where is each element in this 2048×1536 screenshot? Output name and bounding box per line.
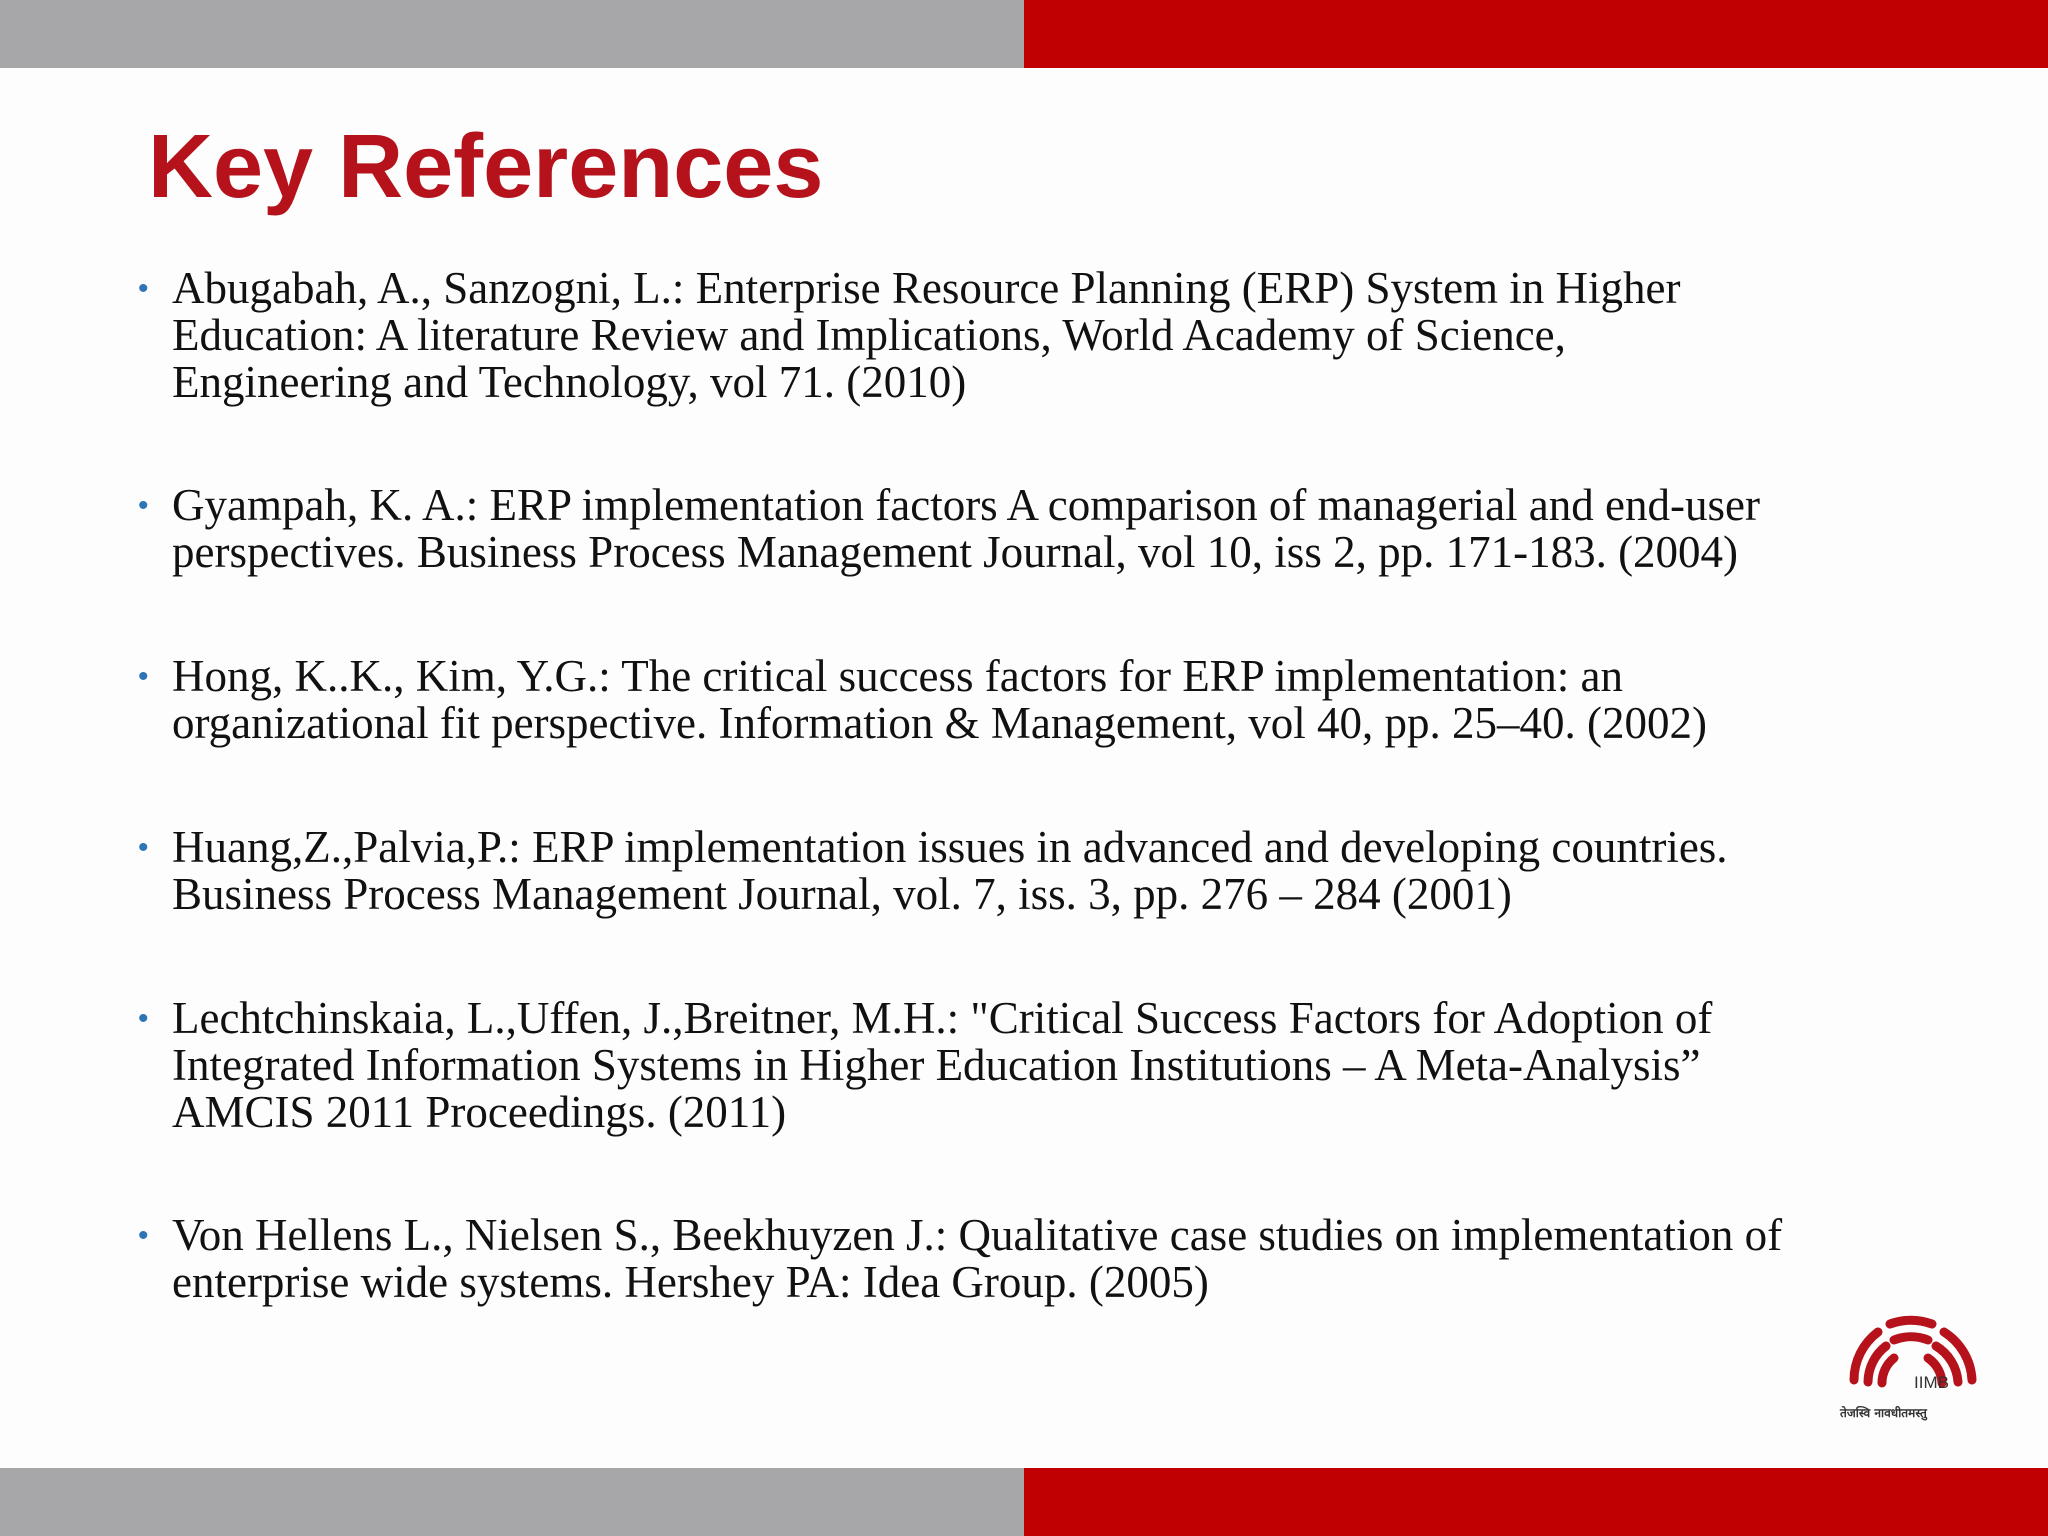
reference-line: Lechtchinskaia, L.,Uffen, J.,Breitner, M.H.: "Critical Success Factors for Adoption of <box>172 993 1713 1043</box>
reference-line: Huang,Z.,Palvia,P.: ERP implementation issues in advanced and developing countries. <box>172 822 1728 872</box>
sunburst-icon <box>1854 1320 1972 1383</box>
slide-title: Key References <box>148 117 824 217</box>
top-banner <box>0 0 2048 68</box>
bullet-icon: • <box>138 1002 149 1035</box>
reference-text <box>172 482 1760 576</box>
bottom-banner <box>0 1468 2048 1536</box>
reference-text <box>172 653 1707 747</box>
top-banner-gray <box>0 0 1024 68</box>
reference-line: Integrated Information Systems in Higher Education Institutions – A Meta-Analysis” <box>172 1040 1701 1090</box>
reference-line: AMCIS 2011 Proceedings. (2011) <box>172 1087 787 1137</box>
reference-line: Business Process Management Journal, vol. 7, iss. 3, pp. 276 – 284 (2001) <box>172 869 1512 919</box>
reference-line: Gyampah, K. A.: ERP implementation factors A comparison of managerial and end-user <box>172 480 1760 530</box>
logo-motto: तेजस्वि नावधीतमस्तु <box>1840 1406 1927 1420</box>
bottom-banner-red <box>1024 1468 2048 1536</box>
logo-text: IIMB <box>1914 1373 1949 1392</box>
bottom-banner-gray <box>0 1468 1024 1536</box>
reference-line: Von Hellens L., Nielsen S., Beekhuyzen J.: Qualitative case studies on implementation of <box>172 1210 1783 1260</box>
reference-line: Engineering and Technology, vol 71. (2010) <box>172 357 967 407</box>
reference-line: Abugabah, A., Sanzogni, L.: Enterprise Resource Planning (ERP) System in Higher <box>172 263 1681 313</box>
bullet-icon: • <box>138 272 149 305</box>
reference-line: Education: A literature Review and Implications, World Academy of Science, <box>172 310 1566 360</box>
reference-text <box>172 995 1712 1136</box>
reference-line: perspectives. Business Process Management Journal, vol 10, iss 2, pp. 171-183. (2004) <box>172 527 1739 577</box>
iimb-logo <box>1832 1310 1992 1430</box>
reference-text <box>172 1212 1782 1306</box>
reference-text <box>172 824 1728 918</box>
bullet-icon: • <box>138 489 149 522</box>
bullet-icon: • <box>138 660 149 693</box>
top-banner-red <box>1024 0 2048 68</box>
bullet-icon: • <box>138 831 149 864</box>
reference-line: organizational fit perspective. Information & Management, vol 40, pp. 25–40. (2002) <box>172 698 1708 748</box>
reference-line: enterprise wide systems. Hershey PA: Idea Group. (2005) <box>172 1257 1209 1307</box>
reference-text <box>172 265 1681 406</box>
bullet-icon: • <box>138 1219 149 1252</box>
reference-line: Hong, K..K., Kim, Y.G.: The critical success factors for ERP implementation: an <box>172 651 1623 701</box>
